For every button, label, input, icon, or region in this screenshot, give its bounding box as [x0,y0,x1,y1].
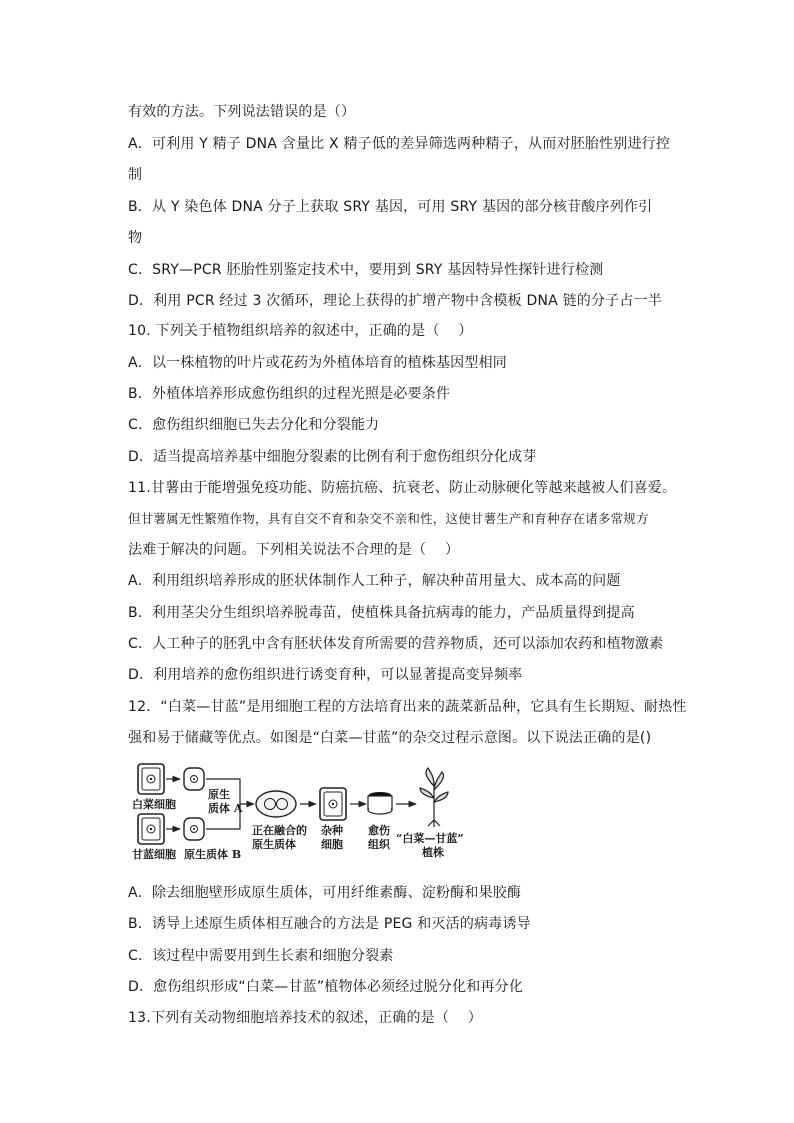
question-10: 10. 下列关于植物组织培养的叙述中，正确的是（ ） [128,323,473,339]
hybrid-cell-icon [320,788,346,820]
fusing-protoplasts-icon [256,791,296,817]
label-protoplast-a-2: 质体 A [208,802,243,815]
diagram-svg [128,760,508,870]
option-a: A．利用组织培养形成的胚状体制作人工种子，解决种苗用量大、成本高的问题 [128,573,621,589]
text-line: 制 [128,167,143,183]
label-callus-1: 愈伤 [368,824,390,837]
label-callus-2: 组织 [368,838,390,851]
label-protoplast-b: 原生质体 B [184,848,242,861]
callus-icon [368,792,392,814]
plant-icon [420,768,448,827]
label-fusing-2: 原生质体 [252,838,296,851]
option-b: B．从 Y 染色体 DNA 分子上获取 SRY 基因，可用 SRY 基因的部分核苷酸序列作引 [128,199,653,215]
text-line: 物 [128,230,143,246]
option-c: C．SRY—PCR 胚胎性别鉴定技术中，要用到 SRY 基因特异性探针进行检测 [128,262,604,278]
option-d: D．利用培养的愈伤组织进行诱变育种，可以显著提高变异频率 [128,667,523,683]
hybridization-diagram [128,760,508,870]
question-12: 12．“白菜—甘蓝”是用细胞工程的方法培育出来的蔬菜新品种，它具有生长期短、耐热性 [128,699,687,715]
label-fusing-1: 正在融合的 [252,824,307,837]
text-line: 法难于解决的问题。下列相关说法不合理的是（ ） [128,542,460,558]
label-plant-1: “白菜—甘蓝” [396,832,464,845]
text-line: 但甘薯属无性繁殖作物，具有自交不育和杂交不亲和性，这使甘薯生产和育种存在诸多常规方 [128,511,649,526]
option-c: C．人工种子的胚乳中含有胚状体发育所需要的营养物质，还可以添加农药和植物激素 [128,636,664,652]
label-cabbage-cell: 白菜细胞 [132,798,176,811]
question-11: 11.甘薯由于能增强免疫功能、防癌抗癌、抗衰老、防止动脉硬化等越来越被人们喜爱。 [128,480,677,496]
option-b: B．诱导上述原生质体相互融合的方法是 PEG 和灭活的病毒诱导 [128,916,531,932]
label-kale-cell: 甘蓝细胞 [132,848,176,861]
label-protoplast-a-1: 原生 [208,788,230,801]
option-d: D．利用 PCR 经过 3 次循环，理论上获得的扩增产物中含模板 DNA 链的分子占一半 [128,293,662,309]
option-d: D．愈伤组织形成“白菜—甘蓝”植物体必须经过脱分化和再分化 [128,979,524,995]
option-d: D．适当提高培养基中细胞分裂素的比例有利于愈伤组织分化成芽 [128,449,537,465]
option-c: C．该过程中需要用到生长素和细胞分裂素 [128,948,394,964]
option-a: A．可利用 Y 精子 DNA 含量比 X 精子低的差异筛选两种精子，从而对胚胎性别进行控 [128,136,671,152]
option-c: C．愈伤组织细胞已失去分化和分裂能力 [128,417,380,433]
text-line: 强和易于储藏等优点。如图是“白菜—甘蓝”的杂交过程示意图。以下说法正确的是() [128,730,652,746]
protoplast-b-icon [184,818,204,840]
label-hybrid-1: 杂种 [321,824,343,837]
label-plant-2: 植株 [422,846,444,859]
label-hybrid-2: 细胞 [321,838,343,851]
question-13: 13.下列有关动物细胞培养技术的叙述，正确的是（ ） [128,1010,483,1026]
protoplast-a-icon [184,768,204,790]
kale-cell-icon [138,814,164,844]
cabbage-cell-icon [138,764,164,794]
option-b: B．外植体培养形成愈伤组织的过程光照是必要条件 [128,386,451,402]
option-a: A．以一株植物的叶片或花药为外植体培育的植株基因型相同 [128,355,507,371]
text-line: 有效的方法。下列说法错误的是（） [128,104,356,120]
option-b: B．利用茎尖分生组织培养脱毒苗，使植株具备抗病毒的能力，产品质量得到提高 [128,605,635,621]
option-a: A．除去细胞壁形成原生质体，可用纤维素酶、淀粉酶和果胶酶 [128,885,522,901]
